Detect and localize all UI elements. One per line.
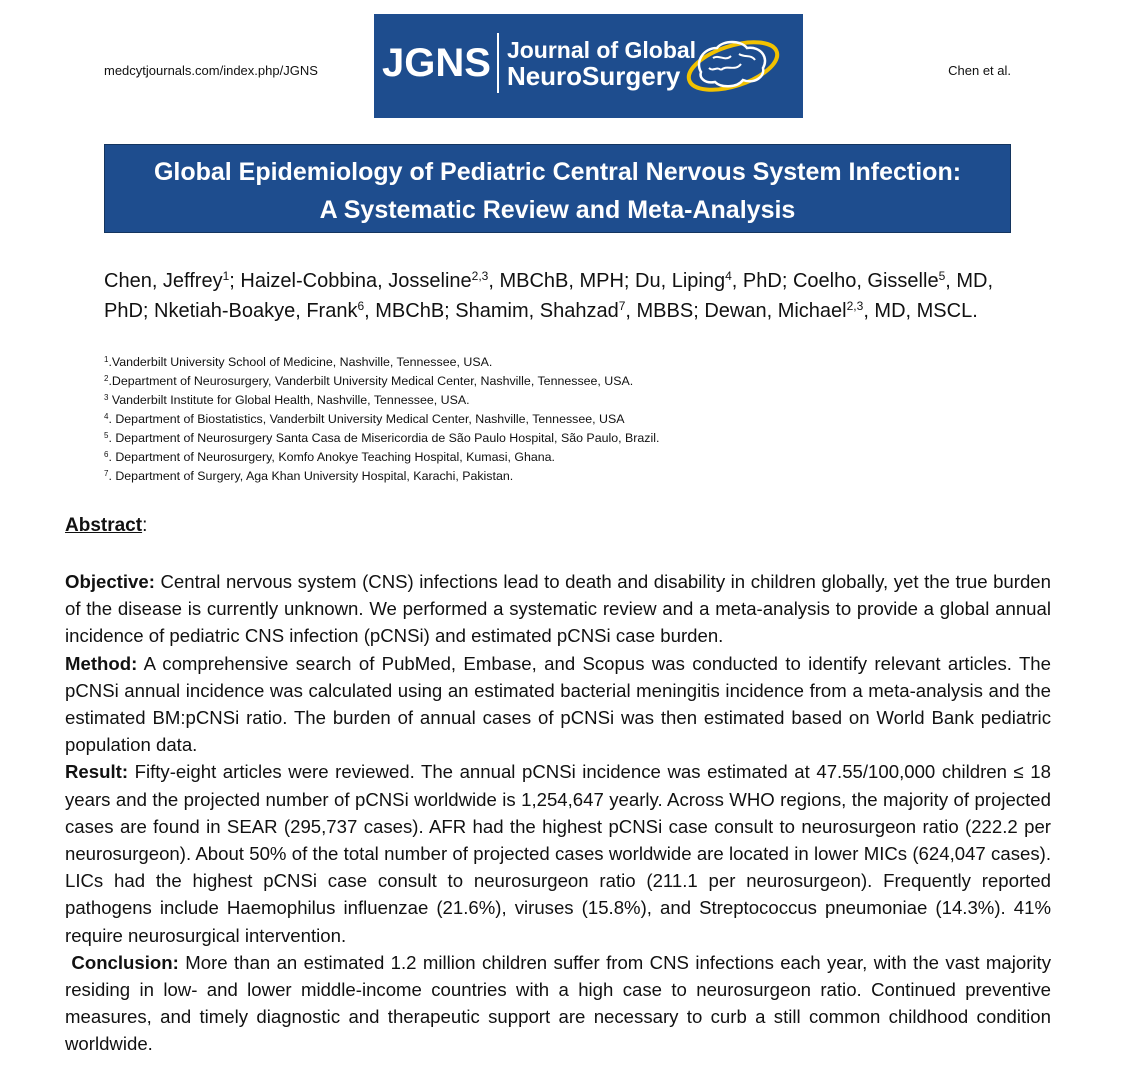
author-name: Nketiah-Boakye, Frank [154, 300, 358, 322]
logo-divider [497, 33, 499, 93]
abstract-heading: Abstract: [65, 515, 148, 536]
author-affil-sup: 2,3 [471, 269, 489, 283]
logo-abbreviation: JGNS [382, 40, 491, 85]
affiliation-item: $^3$ Vanderbilt Institute for Global Health, Nashville, Tennessee, USA. [104, 393, 470, 407]
affiliation-list [104, 353, 659, 486]
author-affil-sup: 6 [357, 299, 365, 313]
author-affil-sup: 4 [725, 269, 732, 283]
author-degree: PhD [104, 300, 143, 322]
logo-journal-name [507, 37, 696, 89]
author-degree: , MBChB, MPH [488, 270, 624, 292]
affiliation-item: $^4$. Department of Biostatistics, Vanderbilt University Medical Center, Nashville, Tennessee, USA [104, 412, 625, 426]
affiliation-item: $^5$. Department of Neurosurgery Santa Casa de Misericordia de São Paulo Hospital, São Paulo, Brazil. [104, 431, 660, 445]
abstract-body [65, 568, 1051, 1058]
author-affil-sup: 2,3 [846, 299, 864, 313]
author-affil-sup: 1 [222, 269, 230, 283]
author-affil-sup: 5 [938, 269, 946, 283]
logo-name-line2: NeuroSurgery [506, 61, 681, 91]
title-line1: Global Epidemiology of Pediatric Central Nervous System Infection: [153, 158, 962, 186]
paper-title [104, 144, 1011, 233]
affiliation-item: $^2$.Department of Neurosurgery, Vanderbilt University Medical Center, Nashville, Tennessee, USA. [104, 374, 634, 388]
brain-icon [681, 36, 781, 98]
author-degree: , PhD [731, 270, 782, 292]
author-name: Du, Liping [635, 270, 726, 292]
author-name: Dewan, Michael [704, 300, 847, 322]
author-degree: , MBChB [364, 300, 445, 322]
author-name: Haizel-Cobbina, Josseline [240, 270, 472, 292]
author-degree: , MBBS [625, 300, 694, 322]
author-name: Shamim, Shahzad [455, 300, 619, 322]
journal-logo [374, 14, 803, 118]
affiliation-item: $^1$.Vanderbilt University School of Medicine, Nashville, Tennessee, USA. [104, 355, 493, 369]
author-name: Coelho, Gisselle [792, 270, 939, 292]
author-list: Chen, Jeffrey$^1$; Haizel-Cobbina, Josseline$^{2,3}$, MBChB, MPH; Du, Liping$^4$, PhD; Coelho, Gisselle$^5$, MD, PhD; Nketiah-Boakye, Frank$^6$, MBChB; Shamim, Shahzad$^7$, MBBS; Dewan, Michael$^{2,3}$, MD, MSCL. [104, 269, 994, 322]
author-affil-sup: 7 [618, 299, 626, 313]
author-degree: , MD, [945, 270, 994, 292]
author-degree: , MD, MSCL. [863, 300, 978, 322]
running-head: Chen et al. [948, 63, 1011, 78]
title-line2: A Systematic Review and Meta-Analysis [319, 196, 796, 224]
abstract-conclusion: Conclusion: More than an estimated 1.2 million children suffer from CNS infections each year, with the vast majority residing in low- and lower middle-income countries with a high case to neurosurgeon ratio. Continued preventive measures, and timely diagnostic and therapeutic support are necessary to curb a still common childhood condition worldwide. [65, 951, 1052, 1055]
abstract-result: Result: Fifty-eight articles were reviewed. The annual pCNSi incidence was estimated at 47.55/100,000 children ≤ 18 years and the projected number of pCNSi worldwide is 1,254,647 yearly. Across WHO regions, the majority of projected cases are found in SEAR (295,737 cases). AFR had the highest pCNSi case consult to neurosurgeon ratio (222.2 per neurosurgeon). About 50% of the total number of projected cases worldwide are located in lower MICs (624,047 cases). LICs had the highest pCNSi case consult to neurosurgeon ratio (211.1 per neurosurgeon). Frequently reported pathogens include Haemophilus influenzae (21.6%), viruses (15.8%), and Streptococcus pneumoniae (14.3%). 41% require neurosurgical intervention. [65, 761, 1051, 946]
journal-url[interactable]: medcytjournals.com/index.php/JGNS [104, 63, 318, 78]
abstract-method: Method: A comprehensive search of PubMed, Embase, and Scopus was conducted to identify relevant articles. The pCNSi annual incidence was calculated using an estimated bacterial meningitis incidence from a meta-analysis and the estimated BM:pCNSi ratio. The burden of annual cases of pCNSi was then estimated based on World Bank pediatric population data. [65, 652, 1051, 756]
logo-name-line1: Journal of Global [506, 37, 697, 63]
affiliation-item: $^7$. Department of Surgery, Aga Khan University Hospital, Karachi, Pakistan. [104, 469, 514, 483]
abstract-objective: Objective: Central nervous system (CNS) infections lead to death and disability in children globally, yet the true burden of the disease is currently unknown. We performed a systematic review and a meta-analysis to provide a global annual incidence of pediatric CNS infection (pCNSi) and estimated pCNSi case burden. [65, 571, 1051, 647]
affiliation-item: $^6$. Department of Neurosurgery, Komfo Anokye Teaching Hospital, Kumasi, Ghana. [104, 450, 555, 464]
author-name: Chen, Jeffrey [104, 270, 223, 292]
